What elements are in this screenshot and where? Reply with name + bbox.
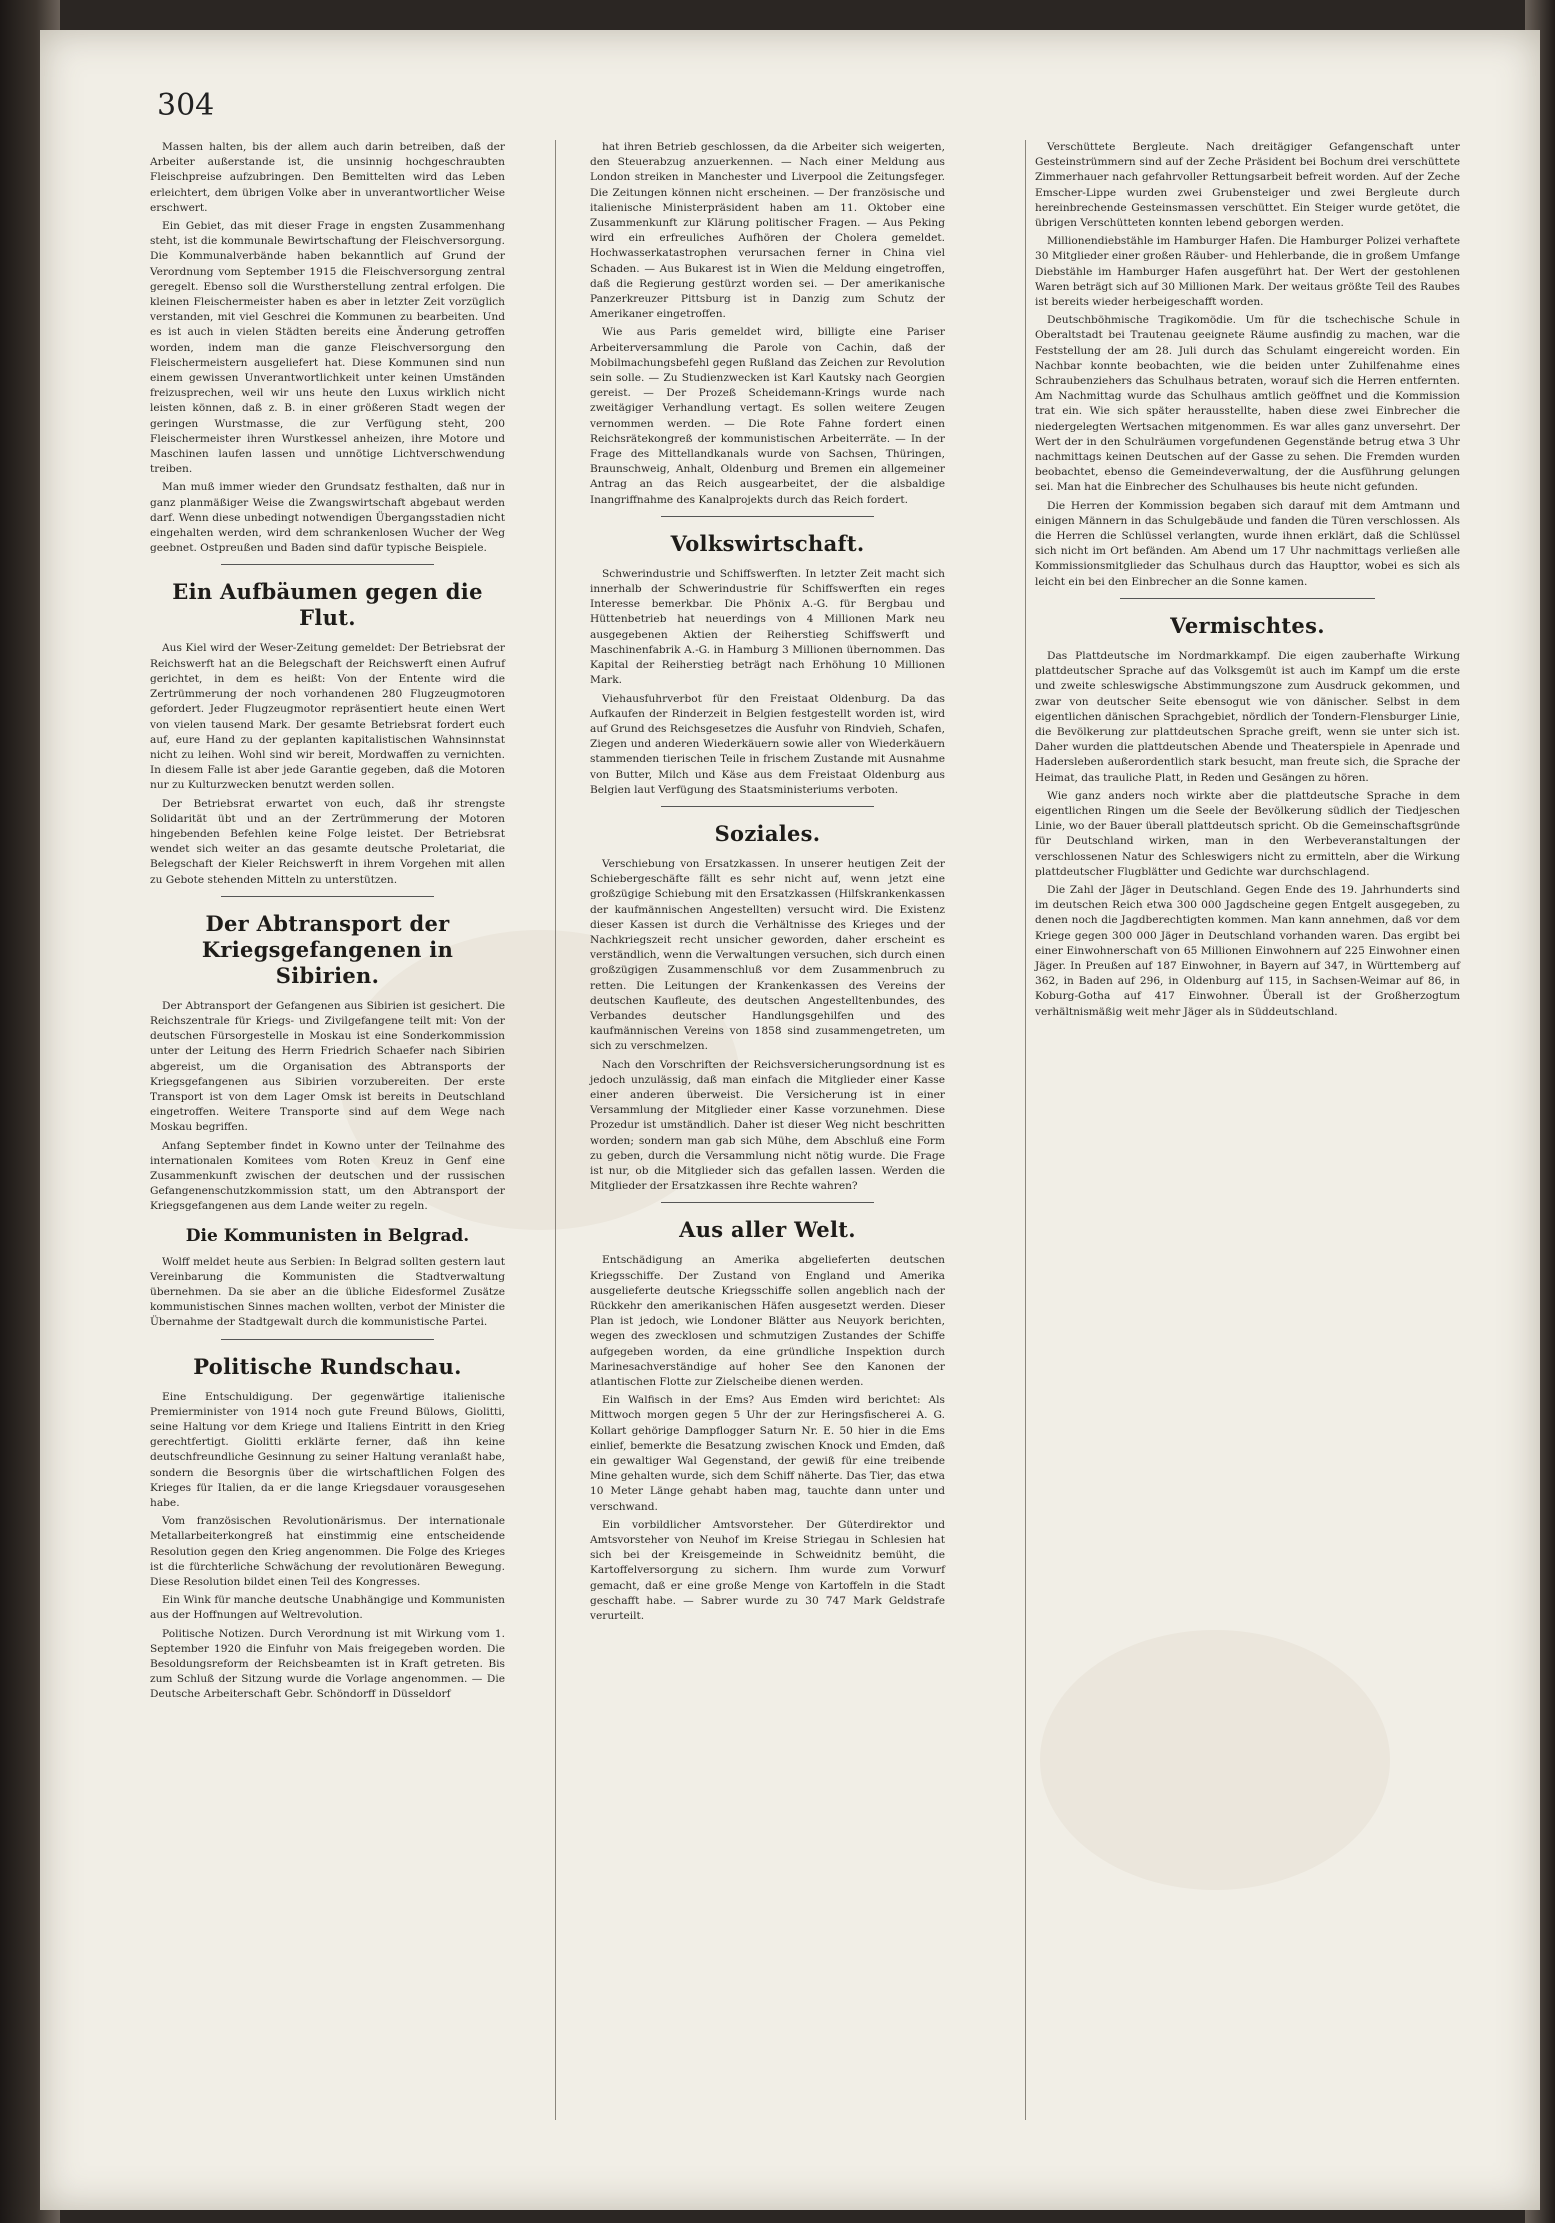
separator: [661, 516, 874, 517]
article-paragraph: hat ihren Betrieb geschlossen, da die Arbeiter sich weigerten, den Steuerabzug anzuerkennen. — Nach einer Meldung aus London streiken in Manchester und Liverpool die Zeitungsfeger. Die Zeitungen können nicht erscheinen. — Der französische und italienische Ministerpräsident haben am 11. Oktober eine Zusammenkunft zur Klärung politischer Fragen. — Aus Peking wird ein erfreuliches Aufhören der Cholera gemeldet. Hochwasserkatastrophen verursachen ferner in China viel Schaden. — Aus Bukarest ist in Wien die Meldung eingetroffen, daß die Regierung gestürzt worden sei. — Der amerikanische Panzerkreuzer Pittsburg ist in Danzig zum Schutz der Amerikaner eingetroffen.: [590, 141, 945, 321]
article-paragraph: Ein Wink für manche deutsche Unabhängige und Kommunisten aus der Hoffnungen auf Weltrevolution.: [150, 1594, 505, 1622]
article-paragraph: Wie ganz anders noch wirkte aber die plattdeutsche Sprache in dem eigentlichen Ringen um die Seele der Bevölkerung südlich der Tiedjeschen Linie, wo der Bauer überall plattdeutsch spricht. Ob die Gemeinschaftsgründe für Deutschland wirken, man in den Werbeveranstaltungen der verschlossenen Natur des Schleswigers nicht zu ermitteln, aber die Wirkung plattdeutscher Flugblätter und Gedichte war durchschlagend.: [1035, 789, 1460, 878]
article-paragraph: Millionendiebstähle im Hamburger Hafen. Die Hamburger Polizei verhaftete 30 Mitglieder einer großen Räuber- und Hehlerbande, die in großem Umfange Diebstähle im Hamburger Hafen ausgeführt hat. Der Wert der gestohlenen Waren beträgt sich auf 30 Millionen Mark. Der weitaus größte Teil des Raubes ist bereits wieder herbeigeschafft worden.: [1035, 235, 1460, 309]
page-number: 304: [157, 88, 215, 123]
article-paragraph: Ein vorbildlicher Amtsvorsteher. Der Güterdirektor und Amtsvorsteher von Neuhof im Kreise Striegau in Schlesien hat sich bei der Kreisgemeinde in Schweidnitz bemüht, die Kartoffelversorgung zu sichern. Ihm wurde zum Vorwurf gemacht, daß er eine große Menge von Kartoffeln in die Stadt geschafft habe. — Sabrer wurde zu 30 747 Mark Geldstrafe verurteilt.: [590, 1518, 945, 1623]
separator: [221, 1339, 434, 1340]
article-paragraph: Die Zahl der Jäger in Deutschland. Gegen Ende des 19. Jahrhunderts sind im deutschen Reich etwa 300 000 Jagdscheine gegen Entgelt ausgegeben, zu denen noch die Jagdberechtigten kommen. Man kann annehmen, daß vor dem Kriege gegen 300 000 Jäger in Deutschland vorhanden waren. Das ergibt bei einer Einwohnerschaft von 65 Millionen Einwohnern auf 225 Einwohner einen Jäger. In Preußen auf 187 Einwohner, in Bayern auf 347, in Württemberg auf 362, in Baden auf 296, in Oldenburg auf 115, in Sachsen-Weimar auf 86, in Koburg-Gotha auf 417 Einwohner. Überall ist der Großherzogtum verhältnismäßig weit mehr Jäger als in Süddeutschland.: [1035, 883, 1460, 1018]
separator: [661, 806, 874, 807]
article-paragraph: Verschüttete Bergleute. Nach dreitägiger Gefangenschaft unter Gesteinstrümmern sind auf der Zeche Präsident bei Bochum drei verschüttete Zimmerhauer nach gefahrvoller Rettungsarbeit befreit worden. Auf der Zeche Emscher-Lippe wurden zwei Grubensteiger und zwei Bergleute durch hereinbrechende Gesteinsmassen verschüttet. Ein Steiger wurde getötet, die übrigen Verschütteten konnten lebend geborgen werden.: [1035, 141, 1460, 230]
column-2: [590, 140, 945, 1627]
separator: [221, 564, 434, 565]
column-1: [150, 140, 505, 1706]
paper-stain: [1040, 1630, 1390, 1890]
article-paragraph: Der Betriebsrat erwartet von euch, daß ihr strengste Solidarität übt und an der Zertrümmerung der Motoren hingebenden Befehlen keine Folge leistet. Der Betriebsrat wendet sich weiter an das gesamte deutsche Proletariat, die Belegschaft der Kieler Reichswerft in ihrem Vorgehen mit allen zu Gebote stehenden Mitteln zu unterstützen.: [150, 797, 505, 886]
headline-aus-aller-welt: Aus aller Welt.: [679, 1217, 856, 1243]
headline-volkswirtschaft: Volkswirtschaft.: [670, 530, 865, 556]
separator: [661, 1202, 874, 1203]
article-paragraph: Anfang September findet in Kowno unter der Teilnahme des internationalen Komitees vom Roten Kreuz in Genf eine Zusammenkunft zwischen der deutschen und der russischen Gefangenenschutzkommission statt, um den Abtransport der Kriegsgefangenen aus dem Lande weiter zu regeln.: [150, 1139, 505, 1213]
article-paragraph: Entschädigung an Amerika abgelieferten deutschen Kriegsschiffe. Der Zustand von England und Amerika ausgelieferte deutsche Kriegsschiffe sollen angeblich nach der Rückkehr den amerikanischen Häfen ausgesetzt werden. Dieser Plan ist jedoch, wie Londoner Blätter aus Neuyork berichten, wegen des zwecklosen und schmutzigen Zustandes der Schiffe aufgegeben worden, da eine gründliche Inspektion durch Marinesachverständige auf hoher See den Kanonen der atlantischen Flotte zur Zielscheibe dienen werden.: [590, 1254, 945, 1389]
headline-rundschau: Politische Rundschau.: [193, 1353, 462, 1379]
article-paragraph: Politische Notizen. Durch Verordnung ist mit Wirkung vom 1. September 1920 die Einfuhr von Mais freigegeben worden. Die Besoldungsreform der Reichsbeamten ist in Kraft getreten. Bis zum Schluß der Sitzung wurde die Vorlage angenommen. — Die Deutsche Arbeiterschaft Gebr. Schöndorff in Düsseldorf: [150, 1627, 505, 1701]
article-paragraph: Wolff meldet heute aus Serbien: In Belgrad sollten gestern laut Vereinbarung die Kommunisten die Stadtverwaltung übernehmen. Da sie aber an die übliche Eidesformel Zusätze kommunistischen Sinnes machen wollten, verbot der Minister die Übernahme der Stadtgewalt durch die kommunistische Partei.: [150, 1255, 505, 1329]
article-paragraph: Man muß immer wieder den Grundsatz festhalten, daß nur in ganz planmäßiger Weise die Zwangswirtschaft abgebaut werden darf. Wenn diese unbedingt notwendigen Übergangsstadien nicht eingehalten werden, wird dem schrankenlosen Wucher der Weg geebnet. Ostpreußen und Baden sind dafür typische Beispiele.: [150, 481, 505, 555]
separator: [1120, 598, 1375, 599]
headline-belgrad: Die Kommunisten in Belgrad.: [185, 1225, 470, 1246]
article-paragraph: Aus Kiel wird der Weser-Zeitung gemeldet: Der Betriebsrat der Reichswerft hat an die Belegschaft der Reichswerft einen Aufruf gerichtet, in dem es heißt: Von der Entente wird die Zertrümmerung der noch vorhandenen 280 Flugzeugmotoren gefordert. Jeder Flugzeugmotor repräsentiert heute einen Wert von vielen tausend Mark. Der gesamte Betriebsrat fordert euch auf, eure Hand zu der geplanten kapitalistischen Wahnsinnstat nicht zu leihen. Wohl sind wir bereit, Mordwaffen zu vernichten. In diesem Falle ist aber jede Garantie gegeben, daß die Motoren nur zu Kulturzwecken benutzt werden sollen.: [150, 642, 505, 792]
article-paragraph: Ein Gebiet, das mit dieser Frage in engsten Zusammenhang steht, ist die kommunale Bewirtschaftung der Fleischversorgung. Die Kommunalverbände haben bekanntlich auf Grund der Verordnung vom September 1915 die Fleischversorgung zentral geregelt. Ebenso soll die Wurstherstellung zentral erfolgen. Die kleinen Fleischermeister haben es aber in letzter Zeit vorzüglich verstanden, mit viel Geschrei die Kommunen zu bearbeiten. Und es ist auch in vielen Städten bereits eine Änderung getroffen worden, indem man die ganze Fleischversorgung den Fleischermeistern ausgeliefert hat. Diese Kommunen sind nun einem gewissen Unverantwortlichkeit unter keinen Umständen freizusprechen, weil wir uns heute den Luxus wirklich nicht leisten können, daß z. B. in einer größeren Stadt wegen der geringen Wurstmasse, die zur Verfügung steht, 200 Fleischermeister ihren Wurstkessel anheizen, ihre Motore und Maschinen laufen lassen und unnötige Lichtverschwendung treiben.: [150, 220, 505, 476]
article-paragraph: Nach den Vorschriften der Reichsversicherungsordnung ist es jedoch unzulässig, daß man einfach die Mitglieder einer Kasse einer anderen überweist. Die Versicherung ist in einer Versammlung der Mitglieder einer Kasse vorzunehmen. Diese Prozedur ist umständlich. Daher ist dieser Weg nicht beschritten worden; sondern man gab sich Mühe, dem Abschluß eine Form zu geben, durch die Versammlung nicht nötig wurde. Die Frage ist nur, ob die Mitglieder sich das gefallen lassen. Werden die Mitglieder der Ersatzkassen ihre Rechte wahren?: [590, 1058, 945, 1193]
column-rule: [555, 140, 556, 2120]
article-paragraph: Das Plattdeutsche im Nordmarkkampf. Die eigen zauberhafte Wirkung plattdeutscher Sprache auf das Volksgemüt ist auch im Kampf um die erste und zweite schleswigsche Abstimmungszone zum Ausdruck gekommen, und zwar von deutscher Seite ebensogut wie von dänischer. Selbst in dem eigentlichen dänischen Sprachgebiet, nördlich der Tondern-Flensburger Linie, die Bevölkerung zur plattdeutschen Sprache greift, wenn sie unter sich ist. Daher wurden die plattdeutschen Abende und Theaterspiele in Apenrade und Hadersleben außerordentlich stark besucht, man freute sich, die Sprache der Heimat, das trauliche Platt, in Reden und Gesängen zu hören.: [1035, 649, 1460, 784]
article-paragraph: Vom französischen Revolutionärismus. Der internationale Metallarbeiterkongreß hat einstimmig eine entscheidende Resolution gegen den Krieg angenommen. Die Folge des Krieges ist die fürchterliche Schwächung der revolutionären Bewegung. Diese Resolution bildet einen Teil des Kongresses.: [150, 1515, 505, 1589]
headline-vermischtes: Vermischtes.: [1170, 612, 1325, 638]
article-paragraph: Verschiebung von Ersatzkassen. In unserer heutigen Zeit der Schiebergeschäfte fällt es sehr nicht auf, wenn jetzt eine großzügige Schiebung mit den Ersatzkassen (Hilfskrankenkassen der kaufmännischen Angestellten) versucht wird. Die Existenz dieser Kassen ist durch die Verhältnisse des Krieges und der Nachkriegszeit recht unsicher geworden, daher erscheint es verständlich, wenn die Verwaltungen versuchen, sich durch einen großzügigen Zusammenschluß vor dem Zusammenbruch zu retten. Die Leitungen der Krankenkassen des Vereins der deutschen Kaufleute, des deutschen Angestelltenbundes, des Verbandes deutscher Handlungsgehilfen und des kaufmännischen Vereins von 1858 sind zusammengetreten, um sich zu verschmelzen.: [590, 857, 945, 1053]
article-paragraph: Eine Entschuldigung. Der gegenwärtige italienische Premierminister von 1914 noch gute Freund Bülows, Giolitti, seine Haltung vor dem Kriege und Italiens Eintritt in den Krieg gerechtfertigt. Giolitti erklärte ferner, daß ihn keine deutschfreundliche Gesinnung zu seiner Haltung veranlaßt habe, sondern die Besorgnis über die wirtschaftlichen Folgen des Krieges für Italien, da er die lange Kriegsdauer vorausgesehen habe.: [150, 1390, 505, 1510]
article-paragraph: Deutschböhmische Tragikomödie. Um für die tschechische Schule in Oberaltstadt bei Trautenau geeignete Räume ausfindig zu machen, war die Feststellung der am 28. Juli durch das Schulamt eingereicht worden. Ein Nachbar konnte beobachten, wie die beiden unter Zuhilfenahme eines Schraubenziehers das Schulhaus betraten, worauf sich die Herren entfernten. Am Nachmittag wurde das Schulhaus amtlich geöffnet und die Kommission trat ein. Wie sich später herausstellte, haben diese zwei Einbrecher die niedergelegten Wertsachen mitgenommen. Es war alles ganz unversehrt. Der Wert der in den Schulräumen vorgefundenen Gegenstände betrug etwa 3 Uhr nachmittags keinen Deutschen auf der Gasse zu sehen. Die Fremden wurden beobachtet, ebenso die Gemeindeverwaltung, der die Ausführung gelungen sei. Man hat die Einbrecher des Schulhauses bis heute nicht gefunden.: [1035, 314, 1460, 494]
separator: [221, 896, 434, 897]
article-paragraph: Viehausfuhrverbot für den Freistaat Oldenburg. Da das Aufkaufen der Rinderzeit in Belgien festgestellt worden ist, wird auf Grund des Reichsgesetzes die Ausfuhr von Rindvieh, Schafen, Ziegen und anderen Wiederkäuern sowie aller von Wiederkäuern stammenden tierischen Teile in frischem Zustande mit Ausnahme von Butter, Milch und Käse aus dem Freistaat Oldenburg aus Belgien laut Verfügung des Staatsministeriums verboten.: [590, 692, 945, 796]
article-paragraph: Massen halten, bis der allem auch darin betreiben, daß der Arbeiter außerstande ist, die unsinnig hochgeschraubten Fleischpreise aufzubringen. Den Bemittelten wird das Leben erleichtert, dem übrigen Volke aber in unverantwortlicher Weise erschwert.: [150, 141, 505, 214]
article-paragraph: Schwerindustrie und Schiffswerften. In letzter Zeit macht sich innerhalb der Schwerindustrie für Schiffswerften ein reges Interesse bemerkbar. Die Phönix A.-G. für Bergbau und Hüttenbetrieb hat neuerdings von 4 Millionen Mark neu ausgegebenen Aktien der Reiherstieg Schiffswerft und Maschinenfabrik A.-G. in Hamburg 3 Millionen übernommen. Das Kapital der Reiherstieg beträgt nach Erhöhung 10 Millionen Mark.: [590, 567, 945, 687]
headline-abtransport: Der Abtransport der Kriegsgefangenen in Sibirien.: [201, 910, 454, 988]
article-paragraph: Ein Walfisch in der Ems? Aus Emden wird berichtet: Als Mittwoch morgen gegen 5 Uhr der zur Heringsfischerei A. G. Kollart gehörige Dampflogger Saturn Nr. E. 50 hier in die Ems einlief, bemerkte die Besatzung zwischen Knock und Emden, daß ein gewaltiger Wal Gegenstand, der gewiß für eine treibende Mine gehalten wurde, sich dem Schiff näherte. Das Tier, das etwa 10 Meter Länge gehabt haben mag, tauchte dann unter und verschwand.: [590, 1394, 945, 1513]
headline-soziales: Soziales.: [714, 820, 821, 846]
column-rule: [1025, 140, 1026, 2120]
article-paragraph: Wie aus Paris gemeldet wird, billigte eine Pariser Arbeiterversammlung die Parole von Cachin, daß der Mobilmachungsbefehl gegen Rußland das Zeichen zur Revolution sein solle. — Zu Studienzwecken ist Karl Kautsky nach Georgien gereist. — Der Prozeß Scheidemann-Krings wurde nach zweitägiger Verhandlung vertagt. Es sollen weitere Zeugen vernommen werden. — Die Rote Fahne fordert einen Reichsrätekongreß der kommunistischen Arbeiterräte. — In der Frage des Mittellandkanals wurde von Sachsen, Thüringen, Braunschweig, Anhalt, Oldenburg und Bremen ein allgemeiner Antrag an das Reich ausgearbeitet, der die alsbaldige Inangriffnahme des Kanalprojekts durch das Reich fordert.: [590, 326, 945, 506]
column-3: [1035, 140, 1460, 1023]
article-paragraph: Der Abtransport der Gefangenen aus Sibirien ist gesichert. Die Reichszentrale für Kriegs- und Zivilgefangene teilt mit: Von der deutschen Fürsorgestelle in Moskau ist eine Sonderkommission unter der Leitung des Herrn Friedrich Schaefer nach Sibirien abgereist, um die Organisation des Abtransports der Kriegsgefangenen aus Sibirien vorzubereiten. Der erste Transport ist von dem Lager Omsk ist bereits in Deutschland eingetroffen. Weitere Transporte sind auf dem Wege nach Moskau begriffen.: [150, 999, 505, 1134]
article-paragraph: Die Herren der Kommission begaben sich darauf mit dem Amtmann und einigen Männern in das Schulgebäude und fanden die Türen verschlossen. Als die Herren die Schlüssel verlangten, wurde ihnen erklärt, daß die Schlüssel sich nicht im Ort befänden. Am Abend um 17 Uhr nachmittags verließen alle Kommissionsmitglieder das Schulhaus durch das Haupttor, wobei es sich als leicht ein bei den Einbrecher an die Sonne kamen.: [1035, 499, 1460, 588]
headline-flut: Ein Aufbäumen gegen die Flut.: [172, 579, 483, 631]
